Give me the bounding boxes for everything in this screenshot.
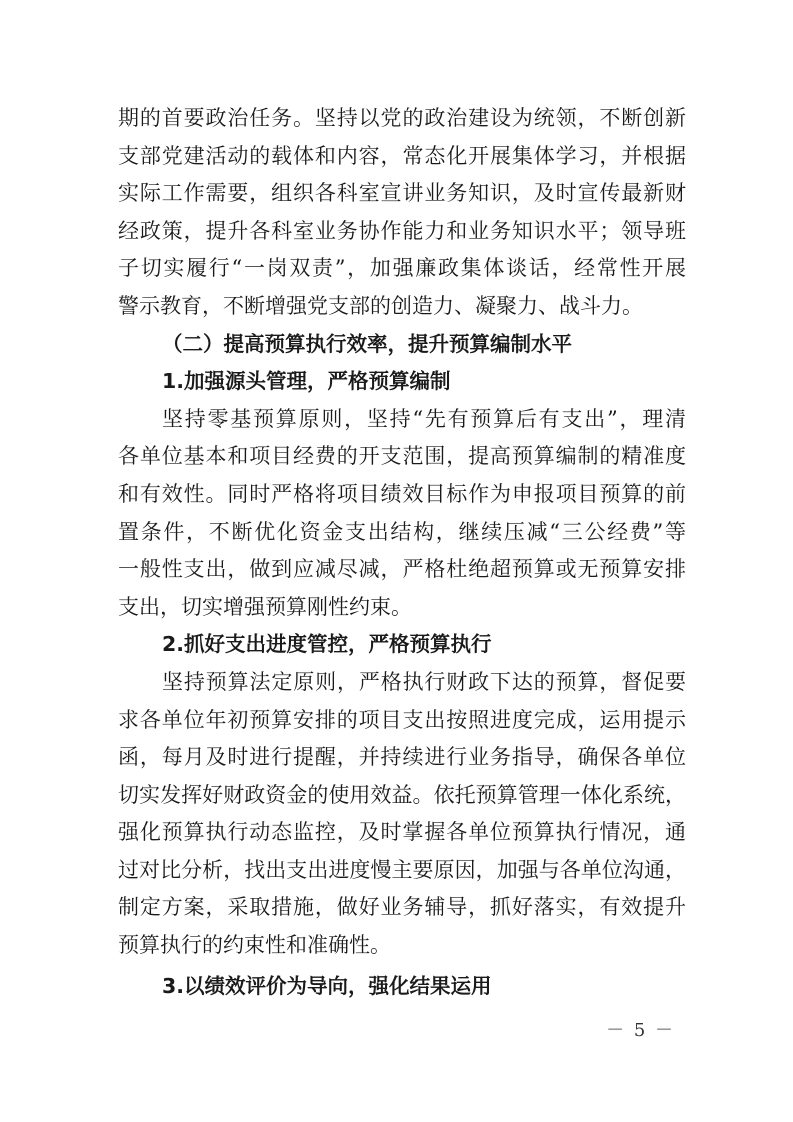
text-line: 切实发挥好财政资金的使用效益。依托预算管理一体化系统， bbox=[118, 782, 686, 807]
text-line: 经政策，提升各科室业务协作能力和业务知识水平；领导班 bbox=[118, 218, 686, 243]
text-line: 实际工作需要，组织各科室宣讲业务知识，及时宣传最新财 bbox=[118, 181, 686, 206]
paragraph-intro bbox=[118, 100, 686, 326]
text-line: 支部党建活动的载体和内容，常态化开展集体学习，并根据 bbox=[118, 143, 686, 168]
paragraph-subsection-2 bbox=[118, 664, 686, 965]
text-line: 制定方案，采取措施，做好业务辅导，抓好落实，有效提升 bbox=[118, 895, 686, 920]
text-line: 一般性支出，做到应减尽减，严格杜绝超预算或无预算安排 bbox=[118, 557, 686, 582]
section-heading: （二）提高预算执行效率，提升预算编制水平 bbox=[162, 331, 572, 356]
text-line: 支出，切实增强预算刚性约束。 bbox=[118, 594, 412, 619]
text-line: 函，每月及时进行提醒，并持续进行业务指导，确保各单位 bbox=[118, 745, 686, 770]
text-line: 置条件，不断优化资金支出结构，继续压减“三公经费”等 bbox=[118, 519, 686, 544]
page-number: － 5 － bbox=[606, 1020, 675, 1041]
text-line: 各单位基本和项目经费的开支范围，提高预算编制的精准度 bbox=[118, 444, 686, 469]
text-line: 预算执行的约束性和准确性。 bbox=[118, 933, 391, 958]
paragraph-subsection-1 bbox=[118, 401, 686, 627]
text-line: 和有效性。同时严格将项目绩效目标作为申报项目预算的前 bbox=[118, 481, 686, 506]
text-line: 子切实履行“一岗双责”，加强廉政集体谈话，经常性开展 bbox=[118, 256, 686, 281]
text-line: 坚持预算法定原则，严格执行财政下达的预算，督促要 bbox=[162, 669, 686, 694]
text-line: 过对比分析，找出支出进度慢主要原因，加强与各单位沟通， bbox=[118, 857, 686, 882]
document-body bbox=[118, 100, 686, 1005]
text-line: 警示教育，不断增强党支部的创造力、凝聚力、战斗力。 bbox=[118, 293, 643, 318]
subsection-2-heading: 2.抓好支出进度管控，严格预算执行 bbox=[162, 632, 492, 657]
text-line: 期的首要政治任务。坚持以党的政治建设为统领，不断创新 bbox=[118, 106, 686, 130]
text-line: 强化预算执行动态监控，及时掌握各单位预算执行情况，通 bbox=[118, 820, 686, 845]
subsection-1-heading: 1.加强源头管理，严格预算编制 bbox=[162, 369, 451, 394]
subsection-3-heading: 3.以绩效评价为导向，强化结果运用 bbox=[162, 973, 492, 998]
text-line: 求各单位年初预算安排的项目支出按照进度完成，运用提示 bbox=[118, 707, 686, 732]
text-line: 坚持零基预算原则，坚持“先有预算后有支出”，理清 bbox=[162, 406, 686, 431]
